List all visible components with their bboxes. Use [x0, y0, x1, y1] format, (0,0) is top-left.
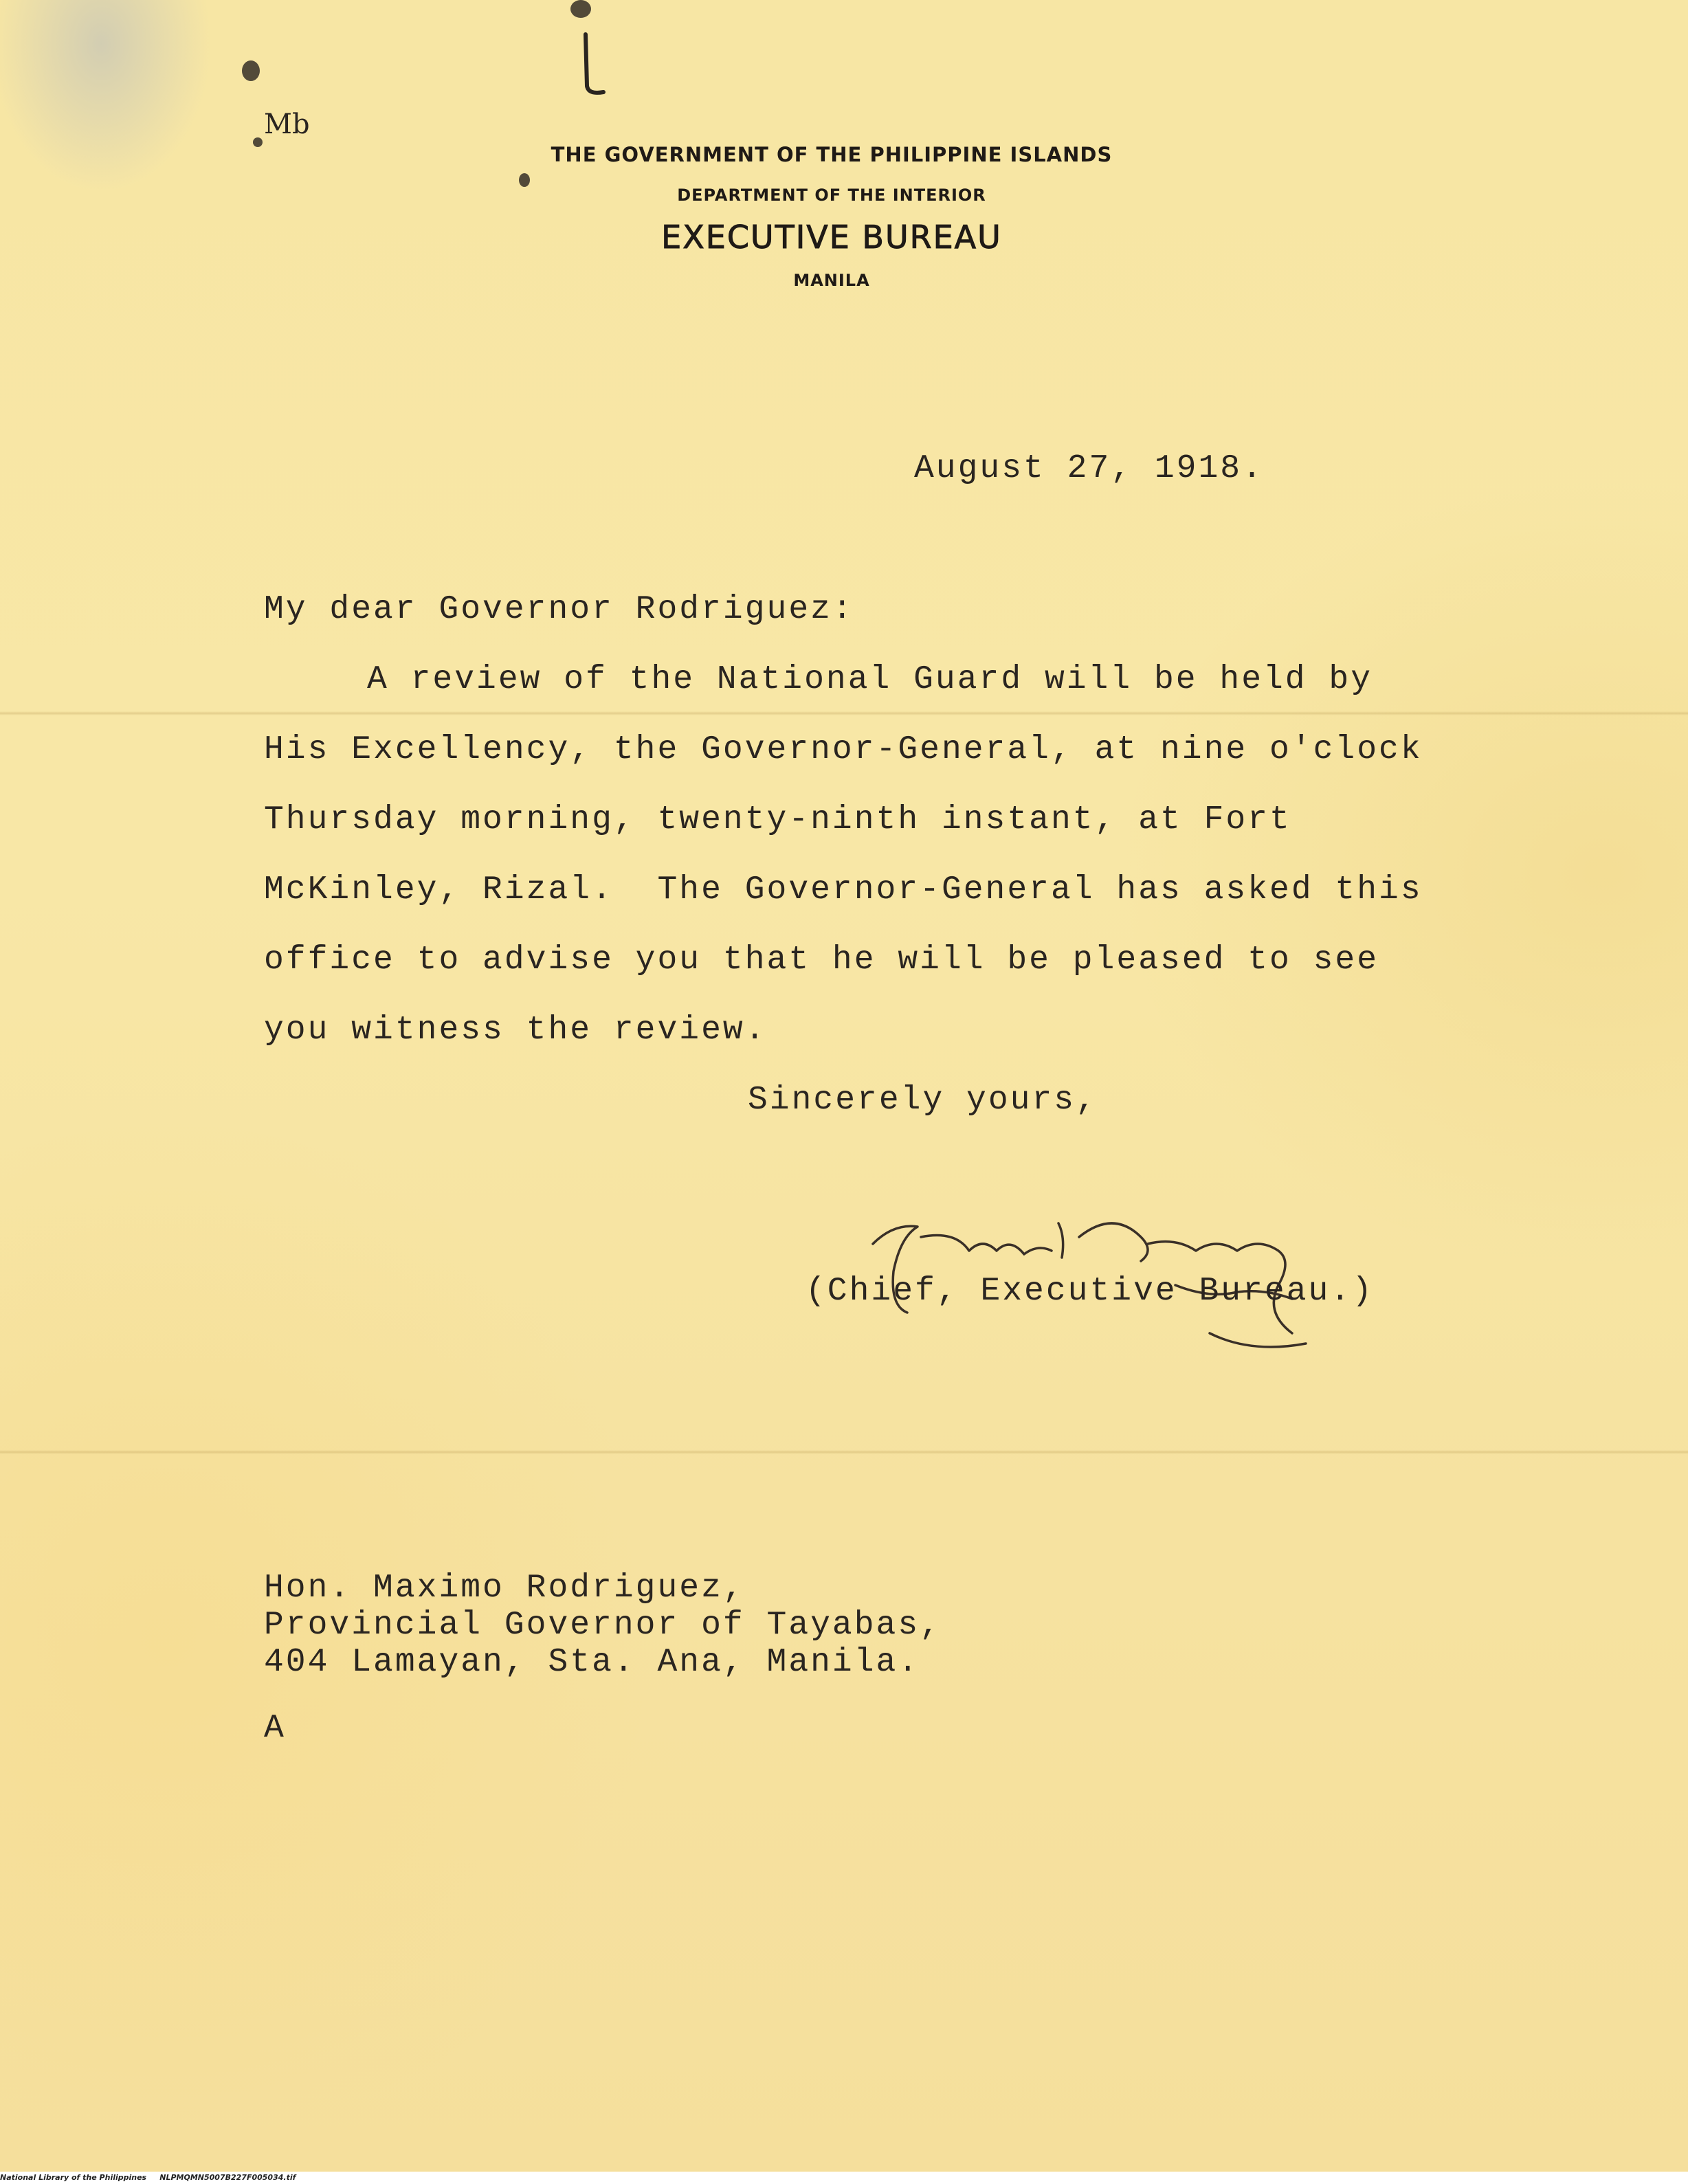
salutation: My dear Governor Rodriguez:: [264, 591, 854, 628]
body-line-1: A review of the National Guard will be held by: [367, 661, 1373, 698]
ink-bracket-mark: [576, 21, 617, 96]
ink-spot: [242, 60, 260, 81]
letterhead-department: DEPARTMENT OF THE INTERIOR: [677, 186, 986, 205]
body-line-3: Thursday morning, twenty-ninth instant, at Fort: [264, 801, 1291, 838]
footer-filename: NLPMQMN5007B227F005034.tif: [159, 2173, 296, 2182]
body-line-5: office to advise you that he will be pleased to see: [264, 941, 1379, 979]
body-line-4: McKinley, Rizal. The Governor-General has asked this: [264, 871, 1423, 909]
ink-spot: [570, 0, 591, 18]
letter-date: August 27, 1918.: [914, 450, 1264, 487]
paper-fold-bottom: [0, 1450, 1688, 1454]
typist-initial: A: [264, 1710, 286, 1747]
body-line-6: you witness the review.: [264, 1012, 767, 1049]
letterhead-bureau: EXECUTIVE BUREAU: [661, 219, 1002, 256]
recipient-line-1: Hon. Maximo Rodriguez,: [264, 1570, 745, 1607]
ink-spot: [519, 173, 530, 187]
recipient-line-3: 404 Lamayan, Sta. Ana, Manila.: [264, 1644, 920, 1681]
closing: Sincerely yours,: [748, 1082, 1098, 1119]
archive-footer: [0, 2172, 1688, 2184]
paper-fold-top: [0, 711, 1688, 715]
handwritten-annotation: Mb: [264, 109, 310, 140]
letterhead-government: THE GOVERNMENT OF THE PHILIPPINE ISLANDS: [551, 143, 1113, 166]
body-line-2: His Excellency, the Governor-General, at nine o'clock: [264, 731, 1423, 768]
footer-institution: National Library of the Philippines: [0, 2173, 147, 2182]
signature-title: (Chief, Executive Bureau.): [806, 1273, 1374, 1310]
letterhead-city: MANILA: [793, 271, 870, 290]
recipient-line-2: Provincial Governor of Tayabas,: [264, 1607, 942, 1644]
